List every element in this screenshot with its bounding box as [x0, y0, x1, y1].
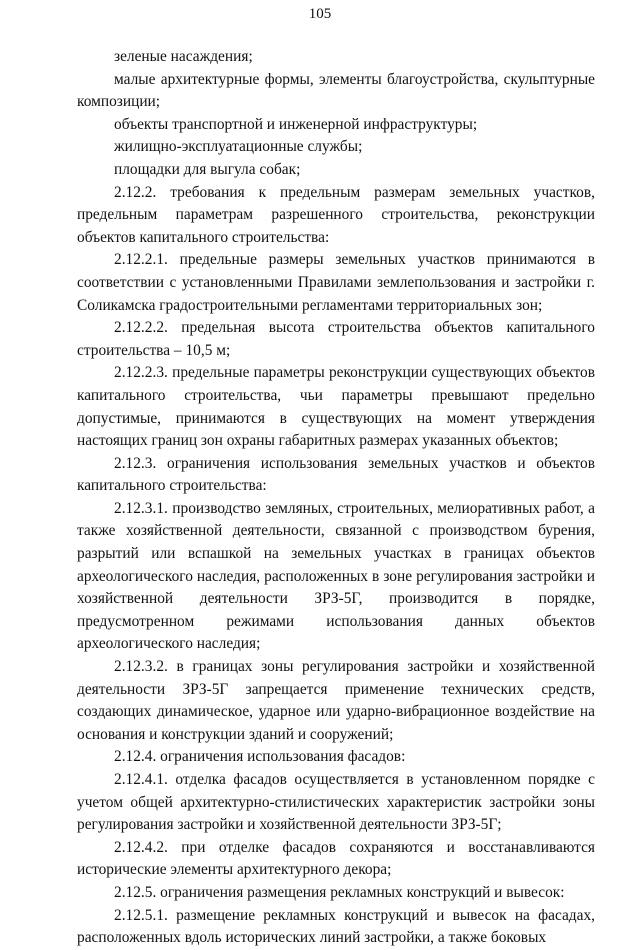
paragraph: 2.12.4. ограничения использования фасадов:: [114, 748, 406, 766]
paragraph: 2.12.3. ограничения использования земельных участков и объектов капитального строительства:: [77, 454, 595, 495]
page-number: 105: [308, 6, 332, 22]
document-body: [77, 46, 595, 950]
paragraph: 2.12.2. требования к предельным размерам земельных участков, предельным параметрам разрешенного строительства, реконструкции объектов капитального строительства:: [77, 183, 595, 246]
paragraph: жилищно-эксплуатационные службы;: [114, 138, 363, 156]
paragraph: объекты транспортной и инженерной инфраструктуры;: [114, 115, 478, 133]
paragraph: 2.12.3.1. производство земляных, строительных, мелиоративных работ, а также хозяйственной деятельности, связанной с производством бурения, разрытий или вспашкой на земельных участках в границах объектов археологического наследия, расположенных в зоне регулирования застройки и хозяйственной деятельности ЗРЗ-5Г, производится в порядке, предусмотренном режимами использования данных объектов археологического наследия;: [77, 499, 595, 653]
paragraph: 2.12.5.1. размещение рекламных конструкций и вывесок на фасадах, расположенных вдоль исторических линий застройки, а также боковых: [77, 906, 595, 947]
paragraph: 2.12.4.2. при отделке фасадов сохраняются и восстанавливаются исторические элементы архитектурного декора;: [77, 838, 595, 879]
paragraph: 2.12.4.1. отделка фасадов осуществляется в установленном порядке с учетом общей архитектурно-стилистических характеристик застройки зоны регулирования застройки и хозяйственной деятельности ЗРЗ-5Г;: [77, 771, 595, 834]
paragraph: зеленые насаждения;: [114, 48, 253, 65]
paragraph: малые архитектурные формы, элементы благоустройства, скульптурные композиции;: [77, 70, 595, 111]
paragraph: 2.12.3.2. в границах зоны регулирования застройки и хозяйственной деятельности ЗРЗ-5Г запрещается применение технических средств, создающих динамическое, ударное или ударно-вибрационное воздействие на основания и конструкции зданий и сооружений;: [77, 658, 595, 743]
paragraph: 2.12.2.3. предельные параметры реконструкции существующих объектов капитального строительства, чьи параметры превышают предельно допустимые, принимаются в существующих на момент утверждения настоящих границ зон охраны габаритных размерах указанных объектов;: [77, 364, 595, 450]
paragraph: 2.12.5. ограничения размещения рекламных конструкций и вывесок:: [114, 883, 565, 901]
paragraph: 2.12.2.1. предельные размеры земельных участков принимаются в соответствии с установленными Правилами землепользования и застройки г. Соликамска градостроительными регламентами территориальных зон;: [77, 251, 595, 314]
paragraph: 2.12.2.2. предельная высота строительства объектов капитального строительства – 10,5 м;: [77, 319, 595, 359]
paragraph: площадки для выгула собак;: [114, 160, 301, 178]
